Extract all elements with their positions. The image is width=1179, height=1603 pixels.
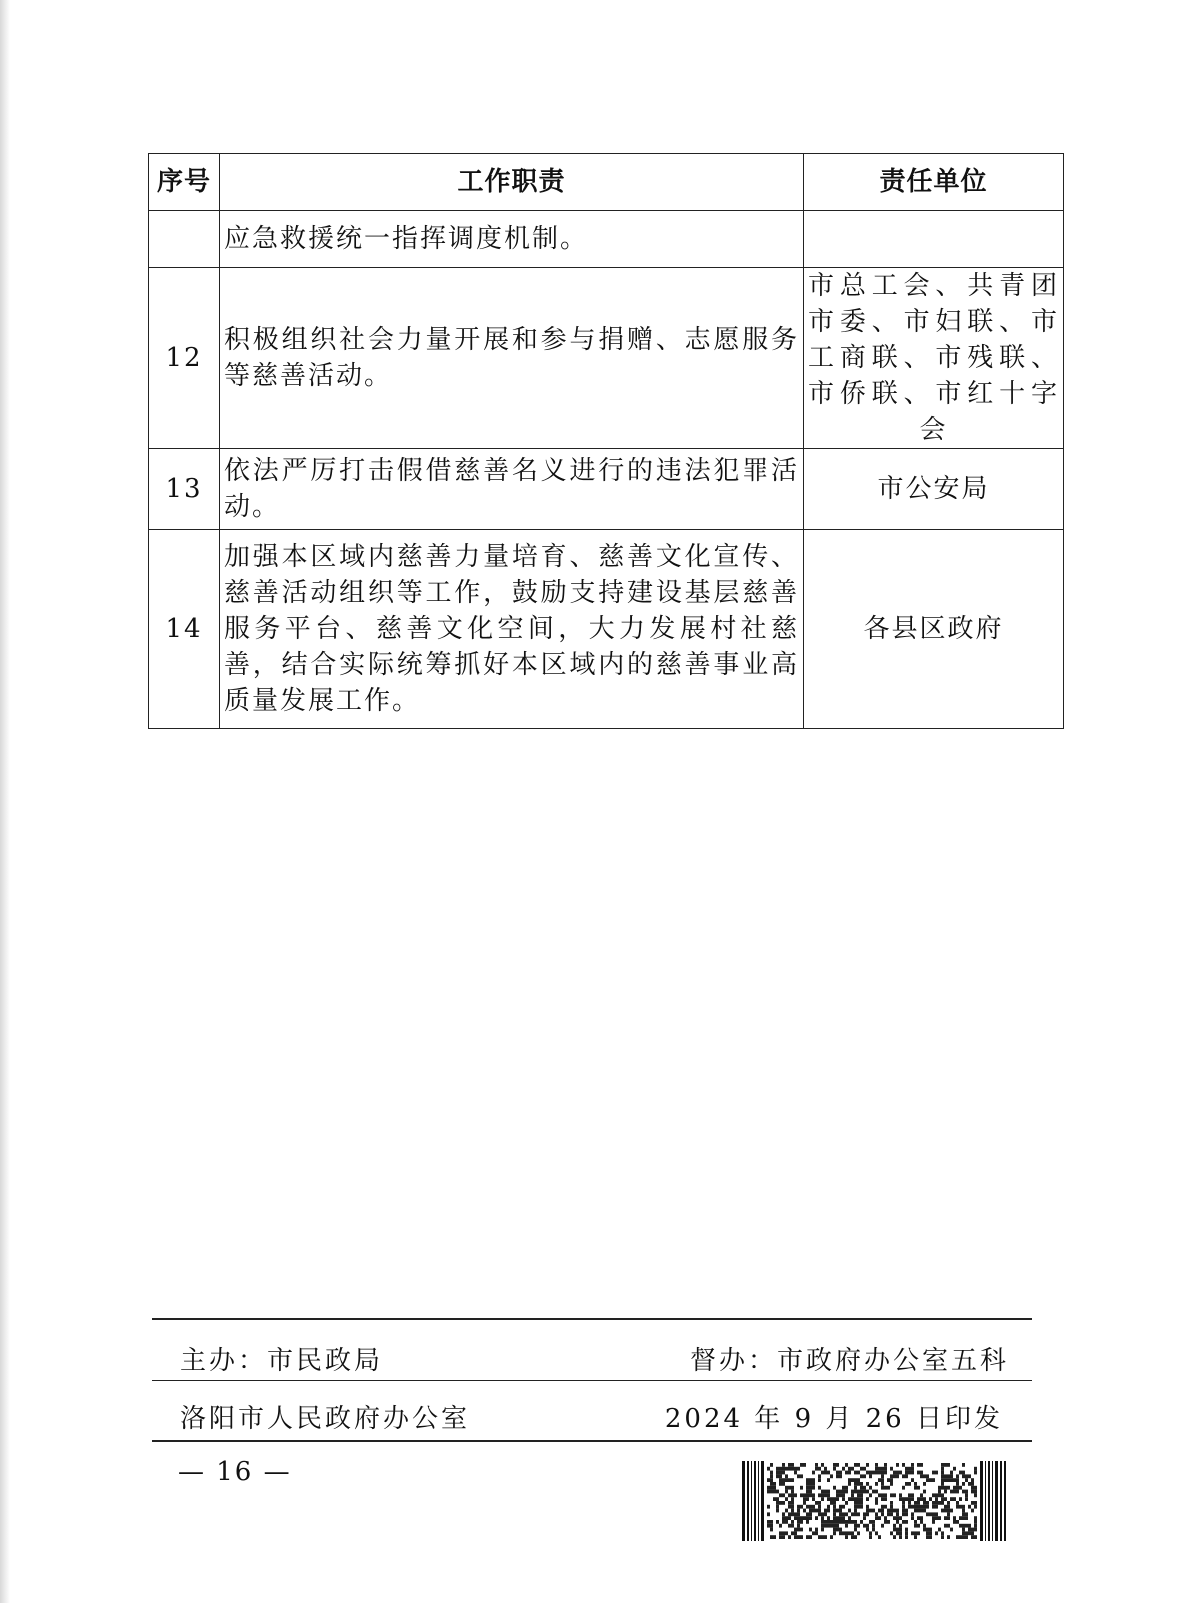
footer-issuer: 洛阳市人民政府办公室 bbox=[180, 1404, 471, 1434]
footer-bottom-rule bbox=[152, 1440, 1032, 1442]
row-duty: 应急救援统一指挥调度机制。 bbox=[220, 211, 804, 268]
duty-table bbox=[148, 153, 1064, 729]
row-no: 14 bbox=[149, 530, 220, 729]
row-unit: 各县区政府 bbox=[804, 530, 1064, 729]
row-unit bbox=[804, 211, 1064, 268]
page-number: — 16 — bbox=[178, 1457, 292, 1487]
table-row bbox=[149, 449, 1064, 530]
row-duty: 加强本区域内慈善力量培育、慈善文化宣传、慈善活动组织等工作，鼓励支持建设基层慈善服务平台、慈善文化空间，大力发展村社慈善，结合实际统筹抓好本区域内的慈善事业高质量发展工作。 bbox=[220, 530, 804, 729]
row-duty: 积极组织社会力量开展和参与捐赠、志愿服务等慈善活动。 bbox=[220, 268, 804, 449]
row-duty: 依法严厉打击假借慈善名义进行的违法犯罪活动。 bbox=[220, 449, 804, 530]
footer-host: 主办：市民政局 bbox=[180, 1346, 384, 1376]
page-edge-shadow bbox=[0, 0, 10, 1603]
row-unit: 市公安局 bbox=[804, 449, 1064, 530]
header-duty: 工作职责 bbox=[220, 154, 804, 211]
row-no: 13 bbox=[149, 449, 220, 530]
row-no bbox=[149, 211, 220, 268]
footer-issue-date: 2024 年 9 月 26 日印发 bbox=[664, 1404, 1003, 1434]
table-header-row bbox=[149, 154, 1064, 211]
footer-supervisor: 督办：市政府办公室五科 bbox=[689, 1346, 1009, 1376]
table-row bbox=[149, 530, 1064, 729]
row-no: 12 bbox=[149, 268, 220, 449]
header-no: 序号 bbox=[149, 154, 220, 211]
row-unit: 市总工会、共青团市委、市妇联、市工商联、市残联、市侨联、市红十字会 bbox=[804, 268, 1064, 449]
barcode-icon bbox=[742, 1461, 1006, 1541]
footer-top-rule bbox=[152, 1318, 1032, 1320]
table-row bbox=[149, 268, 1064, 449]
header-unit: 责任单位 bbox=[804, 154, 1064, 211]
footer-middle-rule bbox=[152, 1380, 1032, 1381]
table-row bbox=[149, 211, 1064, 268]
